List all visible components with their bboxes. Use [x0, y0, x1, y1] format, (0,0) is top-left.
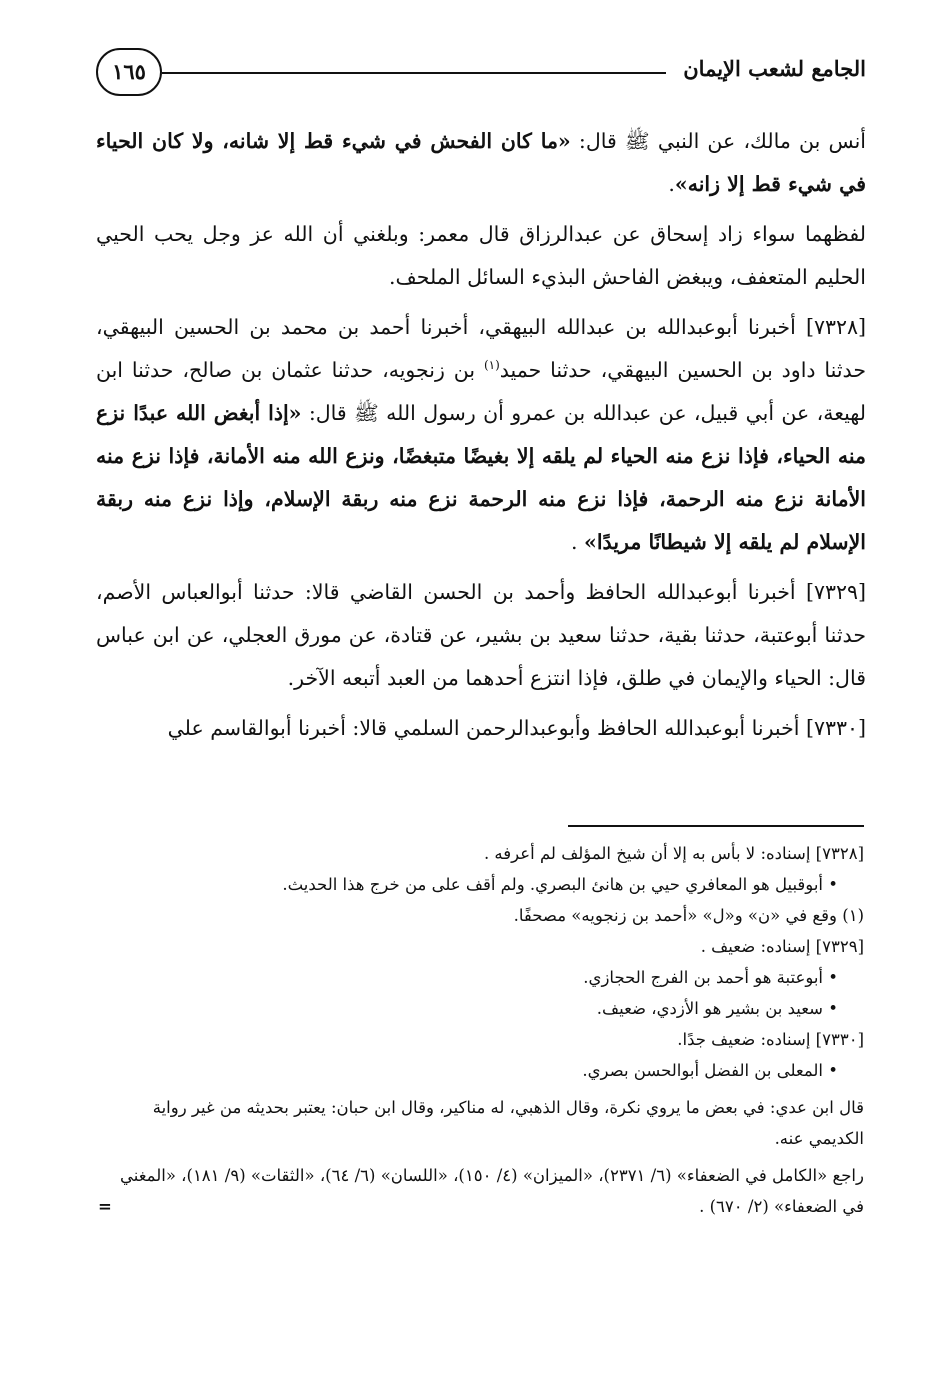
- isnad-text: أخبرنا أبوعبدالله الحافظ وأبوعبدالرحمن السلمي قالا: أخبرنا أبوالقاسم علي: [167, 716, 806, 740]
- page-header: [96, 42, 866, 102]
- hadith-quote: «ما كان الفحش في شيء قط إلا شانه، ولا كان الحياء في شيء قط إلا زانه»: [96, 129, 866, 196]
- hadith-number: [٧٣٢٨]: [805, 315, 866, 339]
- paragraph: [96, 571, 866, 700]
- isnad-text: أخبرنا أبوعبدالله بن عبدالله البيهقي، أخبرنا أحمد بن محمد بن الحسين البيهقي، حدثنا داود بن الحسين البيهقي، حدثنا حميد: [96, 315, 866, 382]
- footnote-line: • سعيد بن بشير هو الأزدي، ضعيف.: [596, 999, 838, 1018]
- footnote-line: • أبوقبيل هو المعافري حيي بن هانئ البصري. ولم أقف على من خرج هذا الحديث.: [282, 875, 838, 894]
- footnote-line: قال ابن عدي: في بعض ما يروي نكرة، وقال الذهبي، له مناكير، وقال ابن حبان: يعتبر بحديثه من غير رواية الكديمي عنه.: [152, 1098, 864, 1148]
- footnote-line: [٧٣٣٠] إسناده: ضعيف جدًا.: [677, 1030, 864, 1049]
- footnote-line: • أبوعتبة هو أحمد بن الفرج الحجازي.: [583, 968, 838, 987]
- punctuation: .: [571, 530, 585, 554]
- footnote-line: [٧٣٢٨] إسناده: لا بأس به إلا أن شيخ المؤلف لم أعرفه .: [483, 844, 864, 863]
- isnad-text: أخبرنا أبوعبدالله الحافظ وأحمد بن الحسن القاضي قالا: حدثنا أبوالعباس الأصم، حدثنا أبوعتبة، حدثنا بقية، حدثنا سعيد بن بشير، عن قتادة، عن مورق العجلي، عن ابن عباس قال: الحياء والإيمان في طلق، فإذا انتزع أحدهما من العبد أتبعه الآخر.: [96, 580, 866, 690]
- paragraph: [96, 707, 866, 750]
- footnote-line: [96, 1160, 864, 1222]
- footnote-separator: [568, 825, 864, 827]
- paragraph: [96, 306, 866, 564]
- hadith-number: [٧٣٢٩]: [805, 580, 866, 604]
- hadith-number: [٧٣٣٠]: [805, 716, 866, 740]
- footnotes: [96, 838, 864, 1222]
- footnote-ref: (١): [483, 358, 500, 373]
- footnote-line: (١) وقع في «ن» و«ل» «أحمد بن زنجويه» مصحفًا.: [513, 906, 864, 925]
- header-rule: [162, 72, 666, 74]
- hadith-quote: «إذا أبغض الله عبدًا نزع منه الحياء، فإذا نزع منه الحياء لم يلقه إلا بغيضًا متبغضًا، ونزع الله منه الأمانة، فإذا نزع منه الأمانة نزع منه الرحمة، فإذا نزع منه الرحمة نزع منه ربقة الإسلام، وإذا نزع منه ربقة الإسلام لم يلقه إلا شيطانًا مريدًا»: [96, 401, 866, 554]
- isnad-text: بن زنجويه، حدثنا عثمان بن صالح، حدثنا ابن لهيعة، عن أبي قبيل، عن عبدالله بن عمرو أن رسول الله ﷺ قال:: [96, 358, 866, 425]
- paragraph: [96, 120, 866, 206]
- continuation-mark: =: [98, 1197, 112, 1216]
- paragraph: لفظهما سواء زاد إسحاق عن عبدالرزاق قال معمر: وبلغني أن الله عز وجل يحب الحيي الحليم المتعفف، ويبغض الفاحش البذيء السائل الملحف.: [96, 222, 866, 289]
- book-title: الجامع لشعب الإيمان: [683, 56, 866, 81]
- footnote-line: • المعلى بن الفضل أبوالحسن بصري.: [582, 1061, 838, 1080]
- paragraph-text: أنس بن مالك، عن النبي ﷺ قال:: [570, 129, 866, 153]
- references-text: راجع «الكامل في الضعفاء» (٦/ ٢٣٧١)، «الميزان» (٤/ ١٥٠)، «اللسان» (٦/ ٦٤)، «الثقات» (٩/ ١٨١)، «المغني في الضعفاء» (٢/ ٦٧٠) .: [119, 1166, 864, 1216]
- main-text: [96, 120, 866, 757]
- footnote-line: [٧٣٢٩] إسناده: ضعيف .: [700, 937, 864, 956]
- punctuation: .: [668, 172, 675, 196]
- page-number: ١٦٥: [96, 48, 162, 96]
